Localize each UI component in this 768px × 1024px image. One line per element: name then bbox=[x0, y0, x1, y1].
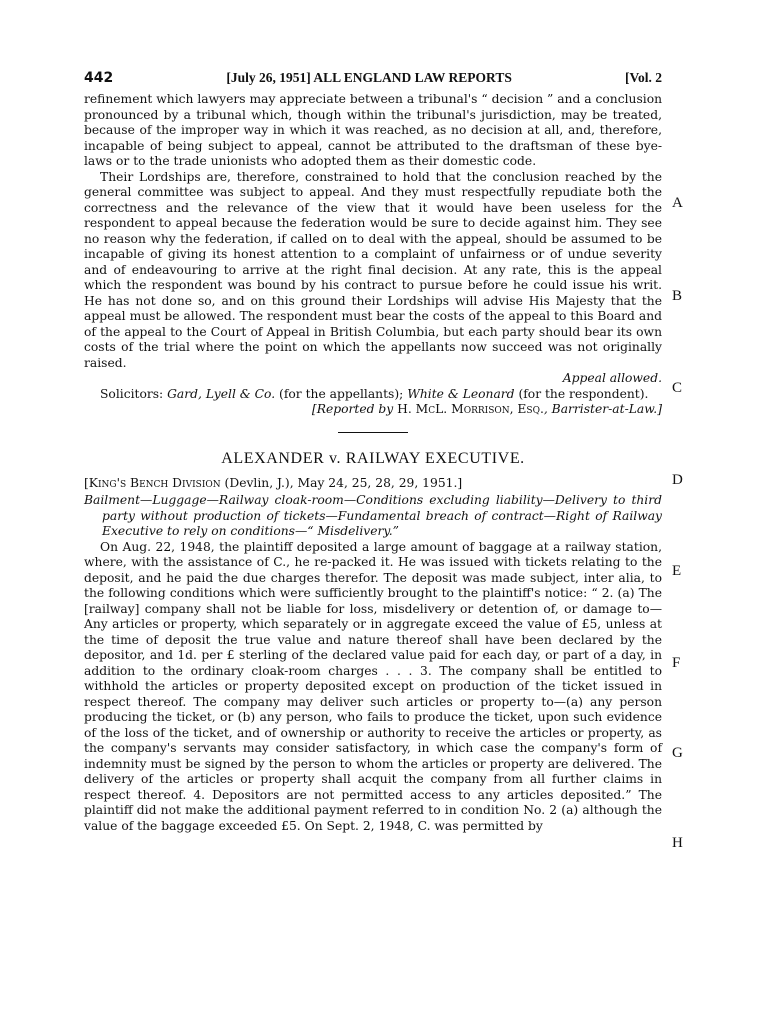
reported-prefix: [Reported by bbox=[311, 402, 398, 416]
case-title: ALEXANDER v. RAILWAY EXECUTIVE. bbox=[221, 449, 525, 467]
volume-number: [Vol. 2 bbox=[624, 70, 662, 85]
case-facts bbox=[84, 540, 662, 835]
margin-letter-g: G bbox=[672, 745, 683, 761]
margin-letter-e: E bbox=[672, 563, 682, 579]
running-header bbox=[84, 70, 662, 92]
respondent-role: (for the respondent). bbox=[514, 386, 649, 401]
margin-letter-h: H bbox=[672, 835, 683, 851]
appellant-solicitors: Gard, Lyell & Co. bbox=[167, 386, 276, 401]
prior-judgment bbox=[84, 92, 662, 418]
reporter-name: H. McL. Morrison, Esq. bbox=[397, 402, 544, 416]
appellant-role: (for the appellants); bbox=[275, 386, 408, 401]
margin-letter-c: C bbox=[672, 380, 683, 396]
solicitors-label: Solicitors: bbox=[100, 386, 168, 401]
result-line bbox=[84, 371, 662, 387]
reporter-line bbox=[84, 402, 662, 418]
judgment-paragraph-1: refinement which lawyers may appreciate between a tribunal's “ decision ” and a conclusion pronounced by a tribunal which, though within the tribunal's jurisdiction, may be treated, because of the improper way in which it was reached, as no decision at all, and, therefore, incapable of being subject to appeal, cannot be attributed to the draftsman of these bye-laws or to the trade unionists who adopted them as their domestic code. bbox=[84, 92, 663, 168]
section-divider bbox=[338, 432, 408, 433]
margin-letter-d: D bbox=[672, 472, 683, 488]
court-detail: (Devlin, J.), May 24, 25, 28, 29, 1951.] bbox=[220, 475, 463, 490]
respondent-solicitors: White & Leonard bbox=[407, 386, 515, 401]
facts-paragraph: On Aug. 22, 1948, the plaintiff deposited a large amount of baggage at a railway station, where, with the assistance of C., he re-packed it. He was issued with tickets relating to the deposit, and he paid the due charges therefor. The deposit was made subject, inter alia, to the following conditions which were sufficiently brought to the plaintiff's notice: “ 2. (a) The [railway] company shall not be liable for loss, misdelivery or detention of, or damage to—Any articles or property, which separately or in aggregate exceed the value of £5, unless at the time of deposit the true value and nature thereof shall have been declared by the depositor, and 1d. per £ sterling of the declared value paid for each day, or part of a day, in addition to the ordinary cloak-room charges . . . 3. The company shall be entitled to withhold the articles or property deposited except on production of the ticket issued in respect thereof. The company may deliver such articles or property to—(a) any person producing the ticket, or (b) any person, who fails to produce the ticket, upon such evidence of the loss of the ticket, and of ownership or authority to receive the articles or property, as the company's servants may consider satisfactory, in which case the company's form of indemnity must be signed by the person to whom the articles or property are delivered. The delivery of the articles or property shall acquit the company from all further claims in respect thereof. 4. Depositors are not permitted access to any articles deposited.” The plaintiff did not make the additional payment referred to in condition No. 2 (a) although the value of the baggage exceeded £5. On Sept. 2, 1948, C. was permitted by bbox=[84, 539, 662, 833]
headnote: Bailment—Luggage—Railway cloak-room—Conditions excluding liability—Delivery to third party without production of tickets—Fundamental breach of contract—Right of Railway Executive to rely on conditions—“ Misdelivery.” bbox=[84, 493, 662, 538]
result-text: Appeal allowed. bbox=[562, 371, 662, 385]
margin-letter-b: B bbox=[672, 288, 683, 304]
page-number: 442 bbox=[84, 70, 114, 86]
margin-letter-a: A bbox=[672, 195, 683, 211]
court-line bbox=[84, 476, 662, 492]
judgment-paragraph-2: Their Lordships are, therefore, constrained to hold that the conclusion reached by the general committee was subject to appeal. And they must respectfully repudiate both the correctness and the relevance of the view that it would have been useless for the respondent to appeal because the federation would be sure to decide against him. They see no reason why the federation, if called on to deal with the appeal, should be assumed to be incapable of giving its honest attention to a complaint of unfairness or of undue severity and of endeavouring to arrive at the right final decision. At any rate, this is the appeal which the respondent was bound by his contract to pursue before he could issue his writ. He has not done so, and on this ground their Lordships will advise His Majesty that the appeal must be allowed. The respondent must bear the costs of the appeal to this Board and of the appeal to the Court of Appeal in British Columbia, but each party should bear its own costs of the trial where the point on which the appellants now succeed was not originally raised. bbox=[84, 169, 662, 370]
margin-letter-f: F bbox=[672, 655, 681, 671]
running-title: [July 26, 1951] ALL ENGLAND LAW REPORTS bbox=[226, 70, 512, 85]
document-page bbox=[84, 70, 662, 834]
reported-suffix: , Barrister-at-Law.] bbox=[543, 402, 662, 416]
court-name: [King's Bench Division bbox=[84, 475, 221, 490]
solicitors-line bbox=[84, 387, 662, 403]
